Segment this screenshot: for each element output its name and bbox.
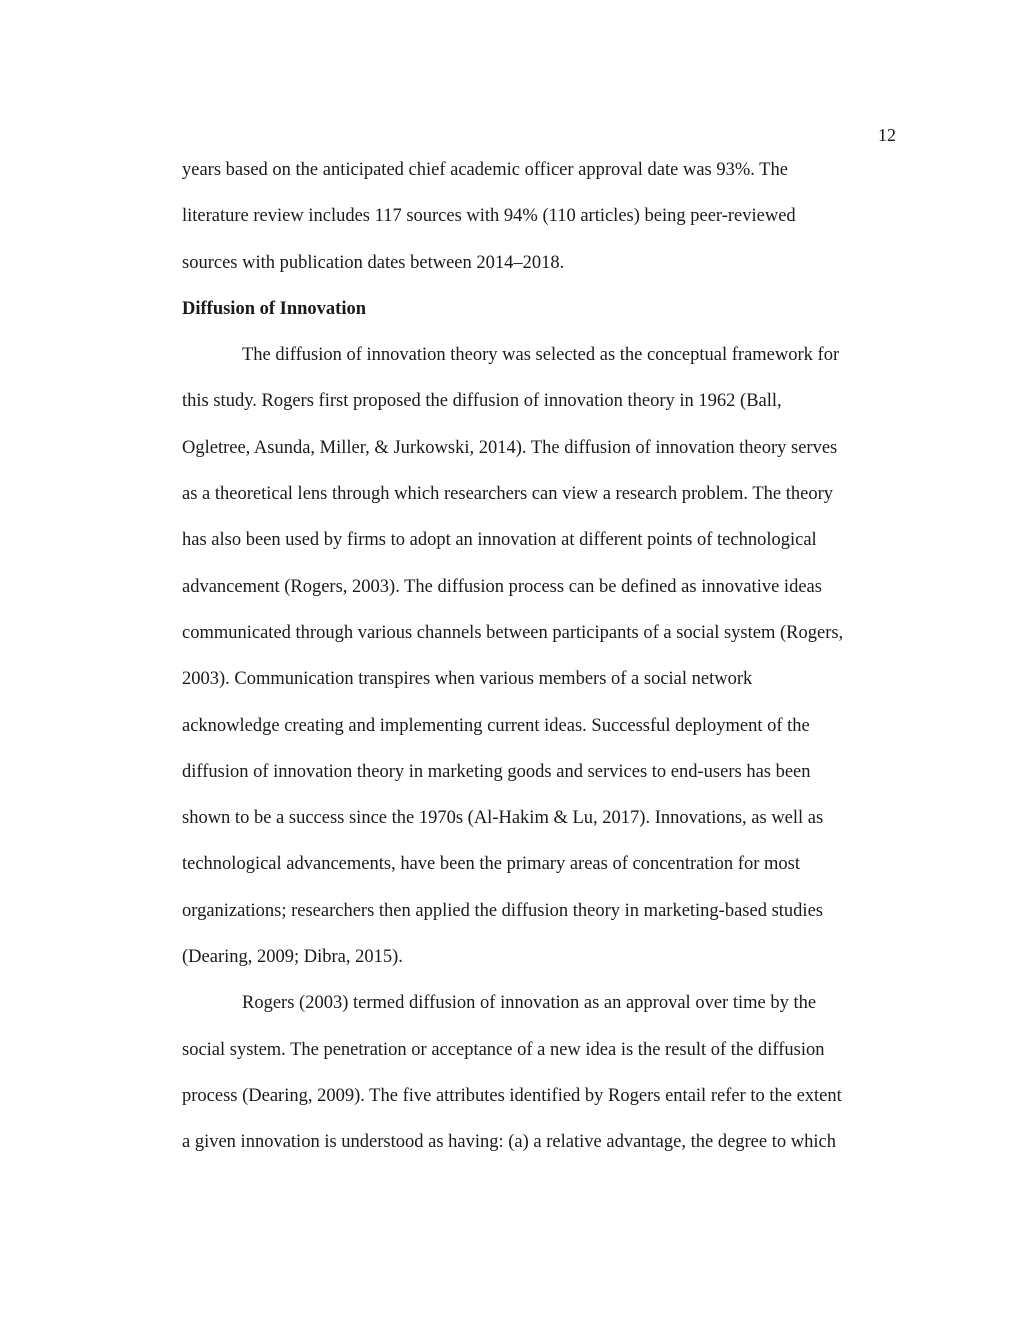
text-line: this study. Rogers first proposed the diffusion of innovation theory in 1962 (Ball, bbox=[182, 391, 782, 412]
paragraph-first-line: Rogers (2003) termed diffusion of innovation as an approval over time by the bbox=[242, 993, 817, 1014]
text-line: advancement (Rogers, 2003). The diffusion process can be defined as innovative ideas bbox=[182, 576, 822, 597]
text-line: as a theoretical lens through which researchers can view a research problem. The theory bbox=[182, 484, 833, 505]
text-line: social system. The penetration or acceptance of a new idea is the result of the diffusion bbox=[182, 1039, 825, 1060]
text-line: acknowledge creating and implementing current ideas. Successful deployment of the bbox=[182, 715, 810, 736]
page-number: 12 bbox=[878, 125, 896, 145]
text-line: years based on the anticipated chief academic officer approval date was 93%. The bbox=[182, 160, 788, 180]
text-line: 2003). Communication transpires when various members of a social network bbox=[182, 669, 753, 690]
text-line: (Dearing, 2009; Dibra, 2015). bbox=[182, 947, 403, 968]
text-line: organizations; researchers then applied the diffusion theory in marketing-based studies bbox=[182, 900, 823, 921]
text-line: diffusion of innovation theory in marketing goods and services to end-users has been bbox=[182, 761, 811, 782]
text-line: technological advancements, have been the primary areas of concentration for most bbox=[182, 854, 800, 875]
paragraph-first-line: The diffusion of innovation theory was selected as the conceptual framework for bbox=[242, 345, 840, 366]
text-line: shown to be a success since the 1970s (Al-Hakim & Lu, 2017). Innovations, as well as bbox=[182, 808, 824, 829]
text-line: a given innovation is understood as having: (a) a relative advantage, the degree to which bbox=[182, 1132, 836, 1153]
text-line: literature review includes 117 sources with 94% (110 articles) being peer-reviewed bbox=[182, 206, 796, 227]
section-heading: Diffusion of Innovation bbox=[182, 298, 367, 319]
text-line: sources with publication dates between 2014–2018. bbox=[182, 252, 565, 273]
text-line: Ogletree, Asunda, Miller, & Jurkowski, 2014). The diffusion of innovation theory serves bbox=[182, 437, 838, 458]
text-line: has also been used by firms to adopt an innovation at different points of technological bbox=[182, 530, 817, 551]
text-line: process (Dearing, 2009). The five attributes identified by Rogers entail refer to the extent bbox=[182, 1085, 842, 1106]
document-body bbox=[182, 156, 902, 1175]
text-line: communicated through various channels between participants of a social system (Rogers, bbox=[182, 622, 844, 643]
